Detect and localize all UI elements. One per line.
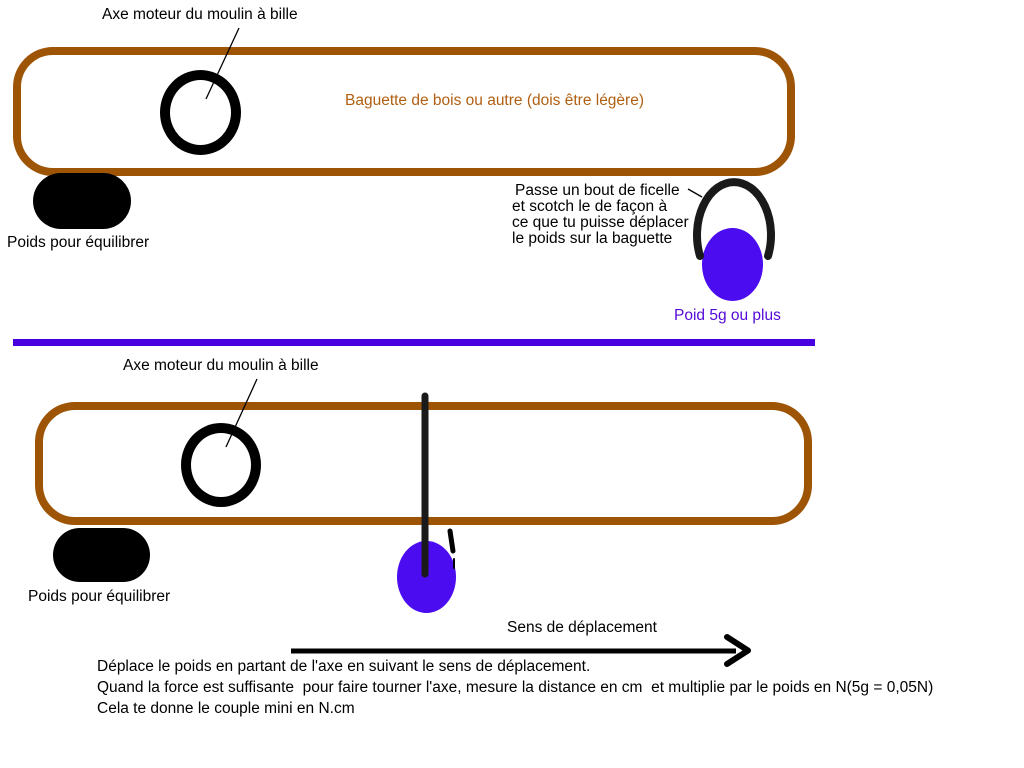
direction-label: Sens de déplacement bbox=[507, 619, 657, 636]
top-stick bbox=[13, 47, 795, 176]
string-note-leader-line bbox=[688, 189, 702, 197]
string-note-line: et scotch le de façon à bbox=[512, 198, 668, 215]
bottom-counterweight bbox=[53, 528, 150, 582]
string-note-line: Passe un bout de ficelle bbox=[515, 182, 680, 199]
tape-mark bbox=[450, 531, 453, 551]
top-weight bbox=[702, 228, 763, 301]
top-counterweight-label: Poids pour équilibrer bbox=[7, 234, 150, 251]
instruction-line: Cela te donne le couple mini en N.cm bbox=[97, 700, 355, 717]
instructions-block bbox=[97, 656, 933, 719]
bottom-axis-circle bbox=[181, 423, 261, 507]
top-counterweight bbox=[33, 173, 131, 229]
instruction-line: Quand la force est suffisante pour faire tourner l'axe, mesure la distance en cm et multiplie par le poids en N(5g = 0,05N) bbox=[97, 679, 934, 696]
top-axis-label: Axe moteur du moulin à bille bbox=[102, 6, 298, 23]
instruction-line: Déplace le poids en partant de l'axe en suivant le sens de déplacement. bbox=[97, 658, 591, 675]
bottom-weight bbox=[397, 541, 456, 613]
top-weight-label: Poid 5g ou plus bbox=[674, 307, 781, 324]
bottom-counterweight-label: Poids pour équilibrer bbox=[28, 588, 171, 605]
string-note-line: ce que tu puisse déplacer bbox=[512, 214, 689, 231]
bottom-stick bbox=[35, 402, 812, 525]
string-note bbox=[512, 183, 689, 247]
string-note-line: le poids sur la baguette bbox=[512, 230, 673, 247]
top-stick-label: Baguette de bois ou autre (dois être légère) bbox=[345, 92, 644, 109]
top-axis-circle bbox=[160, 70, 241, 155]
bottom-axis-label: Axe moteur du moulin à bille bbox=[123, 357, 319, 374]
section-divider bbox=[13, 339, 815, 346]
